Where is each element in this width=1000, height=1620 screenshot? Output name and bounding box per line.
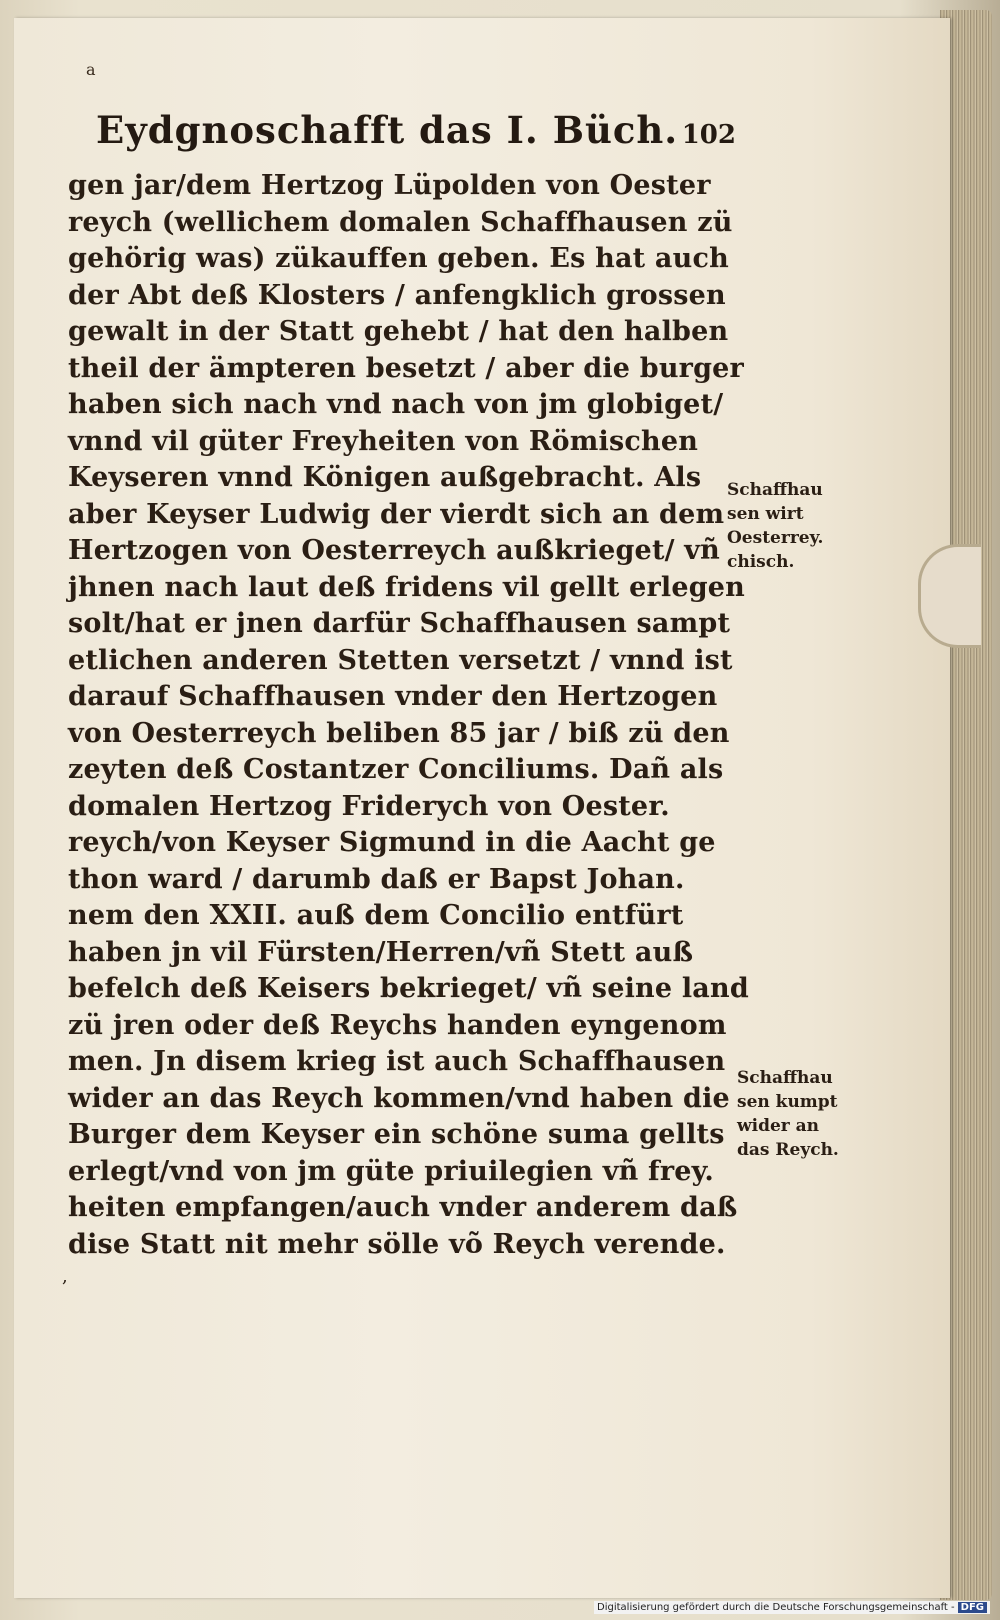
body-text (68, 168, 748, 1263)
marginal-note-line: Schaffhau (727, 480, 823, 500)
text-line: reych (wellichem domalen Schaffhausen zü (68, 206, 733, 238)
credit-text: Digitalisierung gefördert durch die Deutsche Forschungsgemeinschaft - (597, 1602, 955, 1613)
text-line: Burger dem Keyser ein schöne suma gellts (68, 1119, 725, 1150)
text-line: von Oesterreych beliben 85 jar / biß zü den (68, 717, 730, 749)
marginal-note-line: das Reych. (737, 1140, 839, 1160)
text-line: Hertzogen von Oesterreych außkrieget/ vñ (68, 535, 720, 566)
text-line: nem den XXII. auß dem Concilio entfürt (68, 900, 684, 931)
text-line: heiten empfangen/auch vnder anderem daß (68, 1192, 738, 1223)
edge-mark: , (62, 1266, 68, 1287)
text-line: dise Statt nit mehr sölle võ Reych verende. (68, 1228, 726, 1260)
running-head (96, 108, 736, 152)
text-line: befelch deß Keisers bekrieget/ vñ seine land (68, 973, 749, 1004)
marginal-note-line: sen wirt (727, 504, 804, 524)
text-line: solt/hat er jnen darfür Schaffhausen sampt (68, 608, 731, 639)
marginal-note-line: Schaffhau (737, 1068, 833, 1088)
text-line: domalen Hertzog Friderych von Oester. (68, 790, 670, 822)
folio-number: 102 (681, 120, 736, 150)
text-line: haben jn vil Fürsten/Herren/vñ Stett auß (68, 936, 694, 968)
running-title: Eydgnoschafft das I. Büch. (96, 108, 679, 152)
marginal-note-reich (737, 1066, 839, 1162)
text-line: darauf Schaffhausen vnder den Hertzogen (68, 681, 718, 712)
marginal-note-line: sen kumpt (737, 1092, 838, 1112)
corner-mark: a (86, 60, 96, 79)
text-line: vnnd vil güter Freyheiten von Römischen (68, 425, 699, 457)
text-line: thon ward / darumb daß er Bapst Johan. (68, 863, 685, 895)
text-line: der Abt deß Klosters / anfengklich grossen (68, 279, 726, 311)
text-line: haben sich nach vnd nach von jm globiget/ (68, 389, 724, 420)
page-tab-notch (918, 544, 981, 648)
text-line: zü jren oder deß Reychs handen eyngenom (68, 1009, 727, 1041)
marginal-note-line: wider an (737, 1116, 820, 1136)
text-line: wider an das Reych kommen/vnd haben die (68, 1082, 730, 1114)
text-line: aber Keyser Ludwig der vierdt sich an dem (68, 498, 725, 530)
text-line: erlegt/vnd von jm güte priuilegien vñ frey. (68, 1155, 715, 1187)
digitization-credit (594, 1601, 990, 1614)
text-line: theil der ämpteren besetzt / aber die burger (68, 352, 744, 384)
text-line: men. Jn disem krieg ist auch Schaffhausen (68, 1046, 726, 1077)
text-line: gen jar/dem Hertzog Lüpolden von Oester (68, 170, 711, 201)
marginal-note-austrian (727, 478, 823, 574)
dfg-logo: DFG (958, 1602, 987, 1613)
marginal-note-line: chisch. (727, 552, 795, 572)
text-line: etlichen anderen Stetten versetzt / vnnd ist (68, 644, 733, 676)
text-line: Keyseren vnnd Königen außgebracht. Als (68, 462, 702, 493)
marginal-note-line: Oesterrey. (727, 528, 824, 548)
text-line: zeyten deß Costantzer Conciliums. Dañ als (68, 754, 724, 785)
text-line: reych/von Keyser Sigmund in die Aacht ge (68, 827, 716, 858)
text-line: jhnen nach laut deß fridens vil gellt erlegen (68, 571, 746, 603)
text-line: gewalt in der Statt gehebt / hat den halben (68, 316, 729, 347)
text-line: gehörig was) zükauffen geben. Es hat auch (68, 243, 729, 274)
